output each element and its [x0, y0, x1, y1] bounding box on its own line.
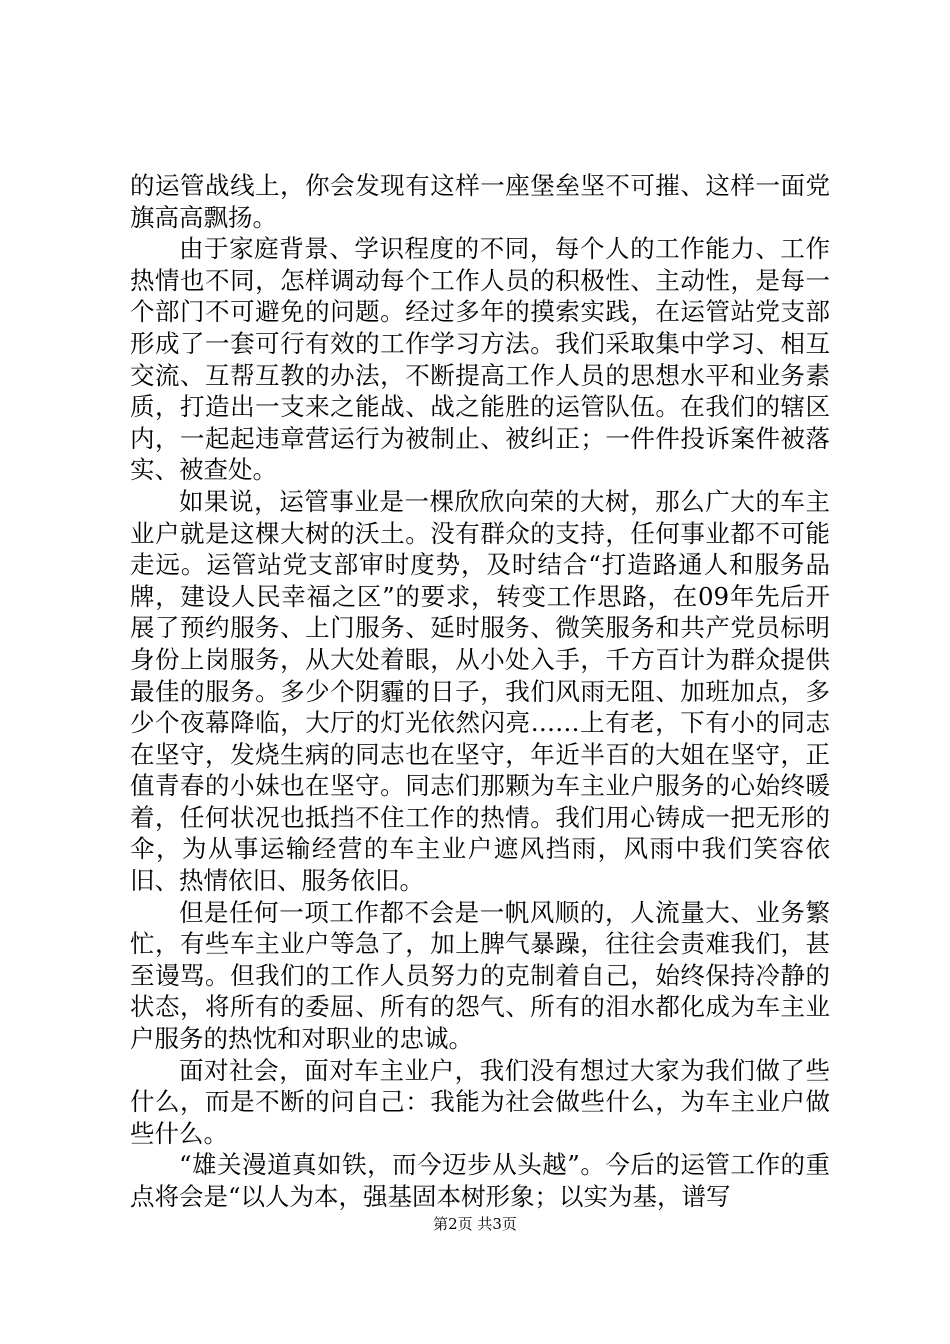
- page-number-footer: 第2页 共3页: [433, 1215, 517, 1233]
- paragraph: “雄关漫道真如铁，而今迈步从头越”。今后的运管工作的重点将会是“以人为本，强基固本树形象；以实为基，谱写: [130, 1150, 830, 1211]
- paragraph-continuation: 的运管战线上，你会发现有这样一座堡垒坚不可摧、这样一面党旗高高飘扬。: [130, 171, 830, 232]
- paragraph: 由于家庭背景、学识程度的不同，每个人的工作能力、工作热情也不同，怎样调动每个工作人员的积极性、主动性，是每一个部门不可避免的问题。经过多年的摸索实践，在运管站党支部形成了一套可行有效的工作学习方法。我们采取集中学习、相互交流、互帮互教的办法，不断提高工作人员的思想水平和业务素质，打造出一支来之能战、战之能胜的运管队伍。在我们的辖区内，一起起违章营运行为被制止、被纠正；一件件投诉案件被落实、被查处。: [130, 234, 830, 485]
- paragraph: 面对社会，面对车主业户，我们没有想过大家为我们做了些什么，而是不断的问自己：我能为社会做些什么，为车主业户做些什么。: [130, 1055, 830, 1148]
- paragraph: 但是任何一项工作都不会是一帆风顺的，人流量大、业务繁忙，有些车主业户等急了，加上脾气暴躁，往往会责难我们，甚至谩骂。但我们的工作人员努力的克制着自己，始终保持冷静的状态，将所有的委屈、所有的怨气、所有的泪水都化成为车主业户服务的热忱和对职业的忠诚。: [130, 897, 830, 1054]
- paragraph: 如果说，运管事业是一棵欣欣向荣的大树，那么广大的车主业户就是这棵大树的沃土。没有群众的支持，任何事业都不可能走远。运管站党支部审时度势，及时结合“打造路通人和服务品牌，建设人民幸福之区”的要求，转变工作思路，在09年先后开展了预约服务、上门服务、延时服务、微笑服务和共产党员标明身份上岗服务，从大处着眼，从小处入手，千方百计为群众提供最佳的服务。多少个阴霾的日子，我们风雨无阻、加班加点，多少个夜幕降临，大厅的灯光依然闪亮……上有老，下有小的同志在坚守，发烧生病的同志也在坚守，年近半百的大姐在坚守，正值青春的小妹也在坚守。同志们那颗为车主业户服务的心始终暖着，任何状况也抵挡不住工作的热情。我们用心铸成一把无形的伞，为从事运输经营的车主业户遮风挡雨，风雨中我们笑容依旧、热情依旧、服务依旧。: [130, 486, 830, 896]
- document-body: [130, 170, 830, 1213]
